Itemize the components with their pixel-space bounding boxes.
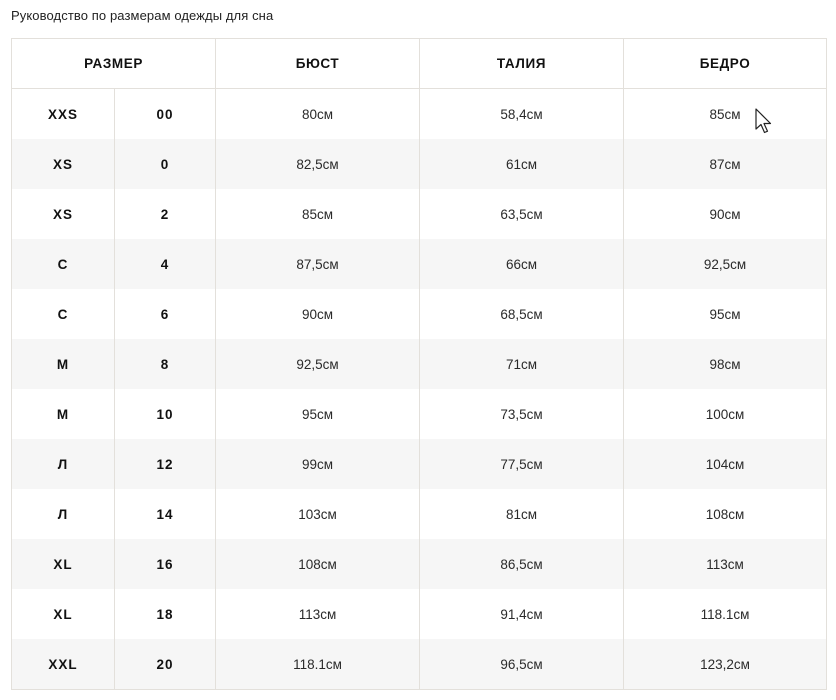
waist-cell: 63,5см [420,189,624,239]
size-label-cell: XL [12,539,115,589]
hip-cell: 95см [624,289,827,339]
size-number-cell: 18 [115,589,216,639]
table-row [12,439,827,489]
waist-cell: 86,5см [420,539,624,589]
table-row [12,589,827,639]
hip-cell: 98см [624,339,827,389]
waist-cell: 81см [420,489,624,539]
table-row [12,489,827,539]
table-row [12,239,827,289]
bust-cell: 82,5см [216,139,420,189]
bust-cell: 80см [216,89,420,140]
waist-cell: 96,5см [420,639,624,690]
size-number-cell: 20 [115,639,216,690]
size-label-cell: Л [12,489,115,539]
size-label-cell: С [12,289,115,339]
hip-cell: 87см [624,139,827,189]
mouse-pointer-icon [754,108,774,136]
size-number-cell: 2 [115,189,216,239]
table-row [12,539,827,589]
page-title: Руководство по размерам одежды для сна [11,8,274,23]
size-number-cell: 12 [115,439,216,489]
bust-cell: 118.1см [216,639,420,690]
size-number-cell: 4 [115,239,216,289]
hip-cell: 85см [624,89,827,140]
waist-cell: 68,5см [420,289,624,339]
hip-cell: 100см [624,389,827,439]
size-number-cell: 00 [115,89,216,140]
size-label-cell: XXS [12,89,115,140]
hip-cell: 108см [624,489,827,539]
size-number-cell: 14 [115,489,216,539]
hip-cell: 92,5см [624,239,827,289]
waist-cell: 61см [420,139,624,189]
size-number-cell: 10 [115,389,216,439]
size-label-cell: М [12,339,115,389]
size-number-cell: 16 [115,539,216,589]
table-row [12,639,827,690]
waist-cell: 91,4см [420,589,624,639]
bust-cell: 103см [216,489,420,539]
header-hip: БЕДРО [624,39,827,89]
header-waist: ТАЛИЯ [420,39,624,89]
header-bust: БЮСТ [216,39,420,89]
table-row [12,189,827,239]
table-row [12,139,827,189]
table-row [12,89,827,140]
bust-cell: 113см [216,589,420,639]
table-row [12,289,827,339]
table-header-row [12,39,827,89]
waist-cell: 73,5см [420,389,624,439]
table-row [12,339,827,389]
size-label-cell: Л [12,439,115,489]
bust-cell: 92,5см [216,339,420,389]
waist-cell: 66см [420,239,624,289]
size-label-cell: XS [12,189,115,239]
bust-cell: 90см [216,289,420,339]
size-label-cell: XS [12,139,115,189]
table-row [12,389,827,439]
size-number-cell: 8 [115,339,216,389]
bust-cell: 95см [216,389,420,439]
bust-cell: 108см [216,539,420,589]
hip-cell: 123,2см [624,639,827,690]
size-label-cell: XL [12,589,115,639]
waist-cell: 71см [420,339,624,389]
hip-cell: 118.1см [624,589,827,639]
size-label-cell: С [12,239,115,289]
size-number-cell: 6 [115,289,216,339]
bust-cell: 85см [216,189,420,239]
size-chart-table [11,38,827,690]
header-size: РАЗМЕР [12,39,216,89]
waist-cell: 77,5см [420,439,624,489]
waist-cell: 58,4см [420,89,624,140]
bust-cell: 87,5см [216,239,420,289]
size-number-cell: 0 [115,139,216,189]
bust-cell: 99см [216,439,420,489]
hip-cell: 90см [624,189,827,239]
hip-cell: 104см [624,439,827,489]
size-label-cell: XXL [12,639,115,690]
hip-cell: 113см [624,539,827,589]
size-label-cell: М [12,389,115,439]
